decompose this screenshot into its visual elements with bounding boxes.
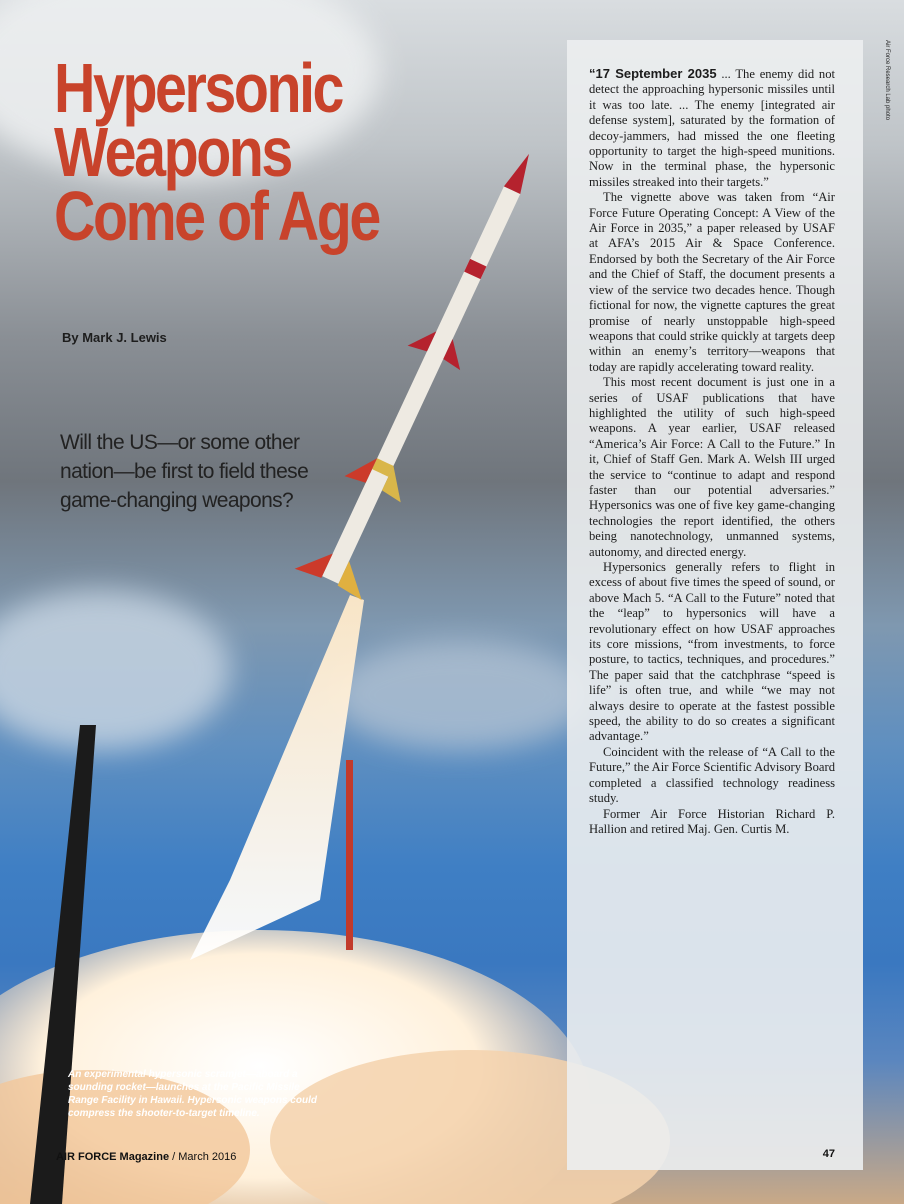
publication-name: AIR FORCE Magazine <box>56 1151 170 1163</box>
launch-tower <box>346 760 353 950</box>
page-number: 47 <box>822 1148 835 1160</box>
photo-credit: Air Force Research Lab photo <box>884 40 890 121</box>
photo-caption: An experimental hypersonic scramjet—aboard a sounding rocket—launches at the Pacific Missile Range Facility in Hawaii. Hypersonic weapons could compress the shooter-to-target timeline. <box>68 1069 317 1119</box>
byline: By Mark J. Lewis <box>62 330 167 345</box>
article-panel <box>567 40 863 1170</box>
title-line: Weapons <box>54 113 291 191</box>
article-paragraph: Former Air Force Historian Richard P. Hallion and retired Maj. Gen. Curtis M. <box>589 806 835 836</box>
deck-subtitle: Will the US—or some other nation—be first to field these game-changing weapons? <box>60 431 309 512</box>
paragraph-text: ... The enemy did not detect the approaching hypersonic missiles until it was too late. ... The enemy [integrated air defense system], saturated by the formation of decoy-jammers, had missed the one fleeting opportunity to target the high-speed munitions. Now in the terminal phase, the hypersonic missiles streaked into their targets.” <box>589 67 836 189</box>
title-line: Come of Age <box>54 177 379 255</box>
footer-publication <box>56 1151 236 1163</box>
article-paragraph <box>589 66 835 190</box>
page-title <box>54 49 398 255</box>
dateline: “17 September 2035 <box>589 66 717 81</box>
article-paragraph: Hypersonics generally refers to flight in excess of about five times the speed of sound, or above Mach 5. “A Call to the Future” noted that the “leap” to hypersonics will have a revolutionary effect on how USAF approaches its core missions, “from investments, to force posture, to tactics, techniques, and procedures.” The paper said that the catchphrase “speed is life” is often true, and while “we may not always desire to operate at the fastest possible speed, the ability to do so creates a significant advantage.” <box>589 560 835 744</box>
issue-date: / March 2016 <box>169 1151 237 1163</box>
article-paragraph: Coincident with the release of “A Call to the Future,” the Air Force Scientific Advisory Board completed a classified technology readiness study. <box>589 744 835 806</box>
article-paragraph: This most recent document is just one in a series of USAF publications that have highlighted the utility of such high-speed weapons. A year earlier, USAF released “America’s Air Force: A Call to the Future.” In it, Chief of Staff Gen. Mark A. Welsh III urged the service to “continue to adapt and respond faster than our potential adversaries.” Hypersonics was one of five key game-changing technologies the report identified, the others being nanotechnology, unmanned systems, autonomy, and directed energy. <box>589 375 835 559</box>
rocket-plume <box>190 595 364 960</box>
title-line: Hypersonic <box>54 49 343 127</box>
article-paragraph: The vignette above was taken from “Air Force Future Operating Concept: A View of the Air Force in 2035,” a paper released by USAF at AFA’s 2015 Air & Space Conference. Endorsed by both the Secretary of the Air Force and the Chief of Staff, the document presents a view of the service two decades hence. Though fictional for now, the vignette captures the great promise of nearly unstoppable high-speed weapons that could strike quickly at targets deep within an enemy’s territory—weapons that today are rapidly accelerating toward reality. <box>589 190 835 374</box>
